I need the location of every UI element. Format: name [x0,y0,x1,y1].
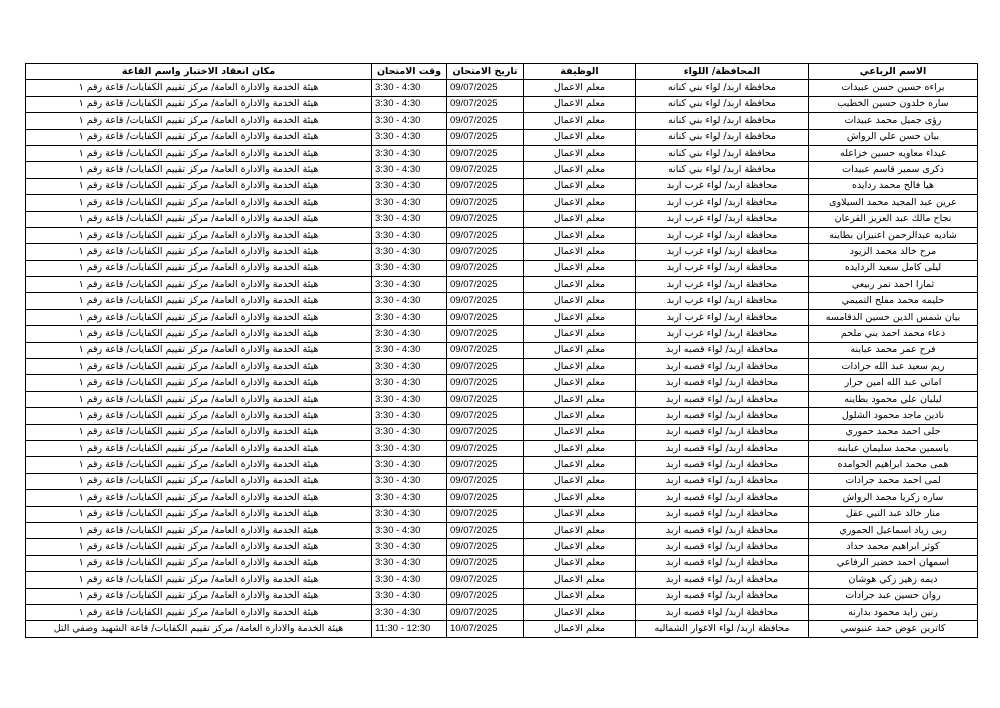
cell-governorate: محافظة اربد/ لواء قصبه اربد [636,555,809,571]
cell-exam-date: 10/07/2025 [447,621,524,637]
cell-job: معلم الاعمال [524,473,636,489]
cell-exam-time: 3:30 - 4:30 [372,588,447,604]
cell-exam-time: 3:30 - 4:30 [372,473,447,489]
cell-venue: هيئة الخدمة والادارة العامة/ مركز تقييم الكفايات/ قاعة رقم ١ [26,211,372,227]
cell-name: ياسمين محمد سليمان عبابنه [809,440,978,456]
cell-venue: هيئة الخدمة والادارة العامة/ مركز تقييم الكفايات/ قاعة رقم ١ [26,408,372,424]
cell-name: غيداء معاويه حسين خزاعله [809,145,978,161]
cell-exam-time: 3:30 - 4:30 [372,490,447,506]
cell-governorate: محافظة اربد/ لواء غرب اربد [636,211,809,227]
cell-job: معلم الاعمال [524,621,636,637]
cell-job: معلم الاعمال [524,129,636,145]
table-row [26,80,978,96]
cell-exam-date: 09/07/2025 [447,457,524,473]
cell-venue: هيئة الخدمة والادارة العامة/ مركز تقييم الكفايات/ قاعة رقم ١ [26,244,372,260]
cell-job: معلم الاعمال [524,506,636,522]
cell-venue: هيئة الخدمة والادارة العامة/ مركز تقييم الكفايات/ قاعة رقم ١ [26,555,372,571]
cell-venue: هيئة الخدمة والادارة العامة/ مركز تقييم الكفايات/ قاعة رقم ١ [26,80,372,96]
table-row [26,506,978,522]
header-job: الوظيفة [524,64,636,80]
cell-venue: هيئة الخدمة والادارة العامة/ مركز تقييم الكفايات/ قاعة رقم ١ [26,145,372,161]
cell-exam-date: 09/07/2025 [447,408,524,424]
cell-venue: هيئة الخدمة والادارة العامة/ مركز تقييم الكفايات/ قاعة الشهيد وصفي التل [26,621,372,637]
cell-name: نجاح مالك عبد العزيز القرعان [809,211,978,227]
cell-exam-time: 3:30 - 4:30 [372,162,447,178]
table-row [26,227,978,243]
table-row [26,539,978,555]
header-exam-date: تاريخ الامتحان [447,64,524,80]
cell-exam-date: 09/07/2025 [447,555,524,571]
cell-name: مرح خالد محمد الزيود [809,244,978,260]
cell-job: معلم الاعمال [524,588,636,604]
cell-name: لمى احمد محمد جرادات [809,473,978,489]
cell-exam-date: 09/07/2025 [447,211,524,227]
table-row [26,375,978,391]
cell-venue: هيئة الخدمة والادارة العامة/ مركز تقييم الكفايات/ قاعة رقم ١ [26,129,372,145]
cell-venue: هيئة الخدمة والادارة العامة/ مركز تقييم الكفايات/ قاعة رقم ١ [26,293,372,309]
exam-schedule-table [25,63,978,638]
cell-name: ديمه زهير زكي هوشان [809,572,978,588]
cell-job: معلم الاعمال [524,293,636,309]
cell-exam-date: 09/07/2025 [447,178,524,194]
table-row [26,457,978,473]
cell-exam-date: 09/07/2025 [447,604,524,620]
cell-venue: هيئة الخدمة والادارة العامة/ مركز تقييم الكفايات/ قاعة رقم ١ [26,326,372,342]
cell-exam-time: 3:30 - 4:30 [372,244,447,260]
table-row [26,621,978,637]
cell-governorate: محافظة اربد/ لواء غرب اربد [636,178,809,194]
cell-exam-date: 09/07/2025 [447,326,524,342]
cell-name: اماني عبد الله امين جرار [809,375,978,391]
cell-venue: هيئة الخدمة والادارة العامة/ مركز تقييم الكفايات/ قاعة رقم ١ [26,162,372,178]
cell-exam-date: 09/07/2025 [447,539,524,555]
cell-exam-time: 3:30 - 4:30 [372,440,447,456]
cell-name: عرين عبد المجيد محمد السيلاوى [809,195,978,211]
cell-exam-date: 09/07/2025 [447,244,524,260]
cell-exam-time: 3:30 - 4:30 [372,260,447,276]
cell-exam-time: 3:30 - 4:30 [372,211,447,227]
cell-venue: هيئة الخدمة والادارة العامة/ مركز تقييم الكفايات/ قاعة رقم ١ [26,309,372,325]
cell-job: معلم الاعمال [524,145,636,161]
cell-job: معلم الاعمال [524,342,636,358]
cell-name: همى محمد ابراهيم الحوامده [809,457,978,473]
header-venue: مكان انعقاد الاختبار واسم القاعة [26,64,372,80]
cell-job: معلم الاعمال [524,539,636,555]
cell-name: ليليان علي محمود بطاينه [809,391,978,407]
cell-exam-date: 09/07/2025 [447,96,524,112]
table-row [26,293,978,309]
cell-name: ثمارا احمد نمر ربيعي [809,277,978,293]
cell-job: معلم الاعمال [524,490,636,506]
cell-exam-date: 09/07/2025 [447,572,524,588]
cell-exam-time: 3:30 - 4:30 [372,424,447,440]
cell-name: منار خالد عبد النبي عقل [809,506,978,522]
table-row [26,391,978,407]
cell-exam-date: 09/07/2025 [447,309,524,325]
cell-exam-date: 09/07/2025 [447,490,524,506]
cell-exam-time: 3:30 - 4:30 [372,309,447,325]
cell-venue: هيئة الخدمة والادارة العامة/ مركز تقييم الكفايات/ قاعة رقم ١ [26,359,372,375]
cell-job: معلم الاعمال [524,195,636,211]
cell-governorate: محافظة اربد/ لواء بني كنانه [636,145,809,161]
header-governorate: المحافظة/ اللواء [636,64,809,80]
cell-governorate: محافظة اربد/ لواء غرب اربد [636,227,809,243]
cell-venue: هيئة الخدمة والادارة العامة/ مركز تقييم الكفايات/ قاعة رقم ١ [26,375,372,391]
cell-exam-time: 3:30 - 4:30 [372,359,447,375]
cell-governorate: محافظة اربد/ لواء قصبه اربد [636,604,809,620]
cell-name: ساره خلدون حسين الخطيب [809,96,978,112]
cell-exam-date: 09/07/2025 [447,195,524,211]
cell-governorate: محافظة اربد/ لواء بني كنانه [636,113,809,129]
table-row [26,359,978,375]
table-row [26,408,978,424]
cell-governorate: محافظة اربد/ لواء غرب اربد [636,293,809,309]
cell-exam-time: 3:30 - 4:30 [372,96,447,112]
table-row [26,195,978,211]
cell-venue: هيئة الخدمة والادارة العامة/ مركز تقييم الكفايات/ قاعة رقم ١ [26,195,372,211]
cell-governorate: محافظة اربد/ لواء قصبه اربد [636,440,809,456]
cell-venue: هيئة الخدمة والادارة العامة/ مركز تقييم الكفايات/ قاعة رقم ١ [26,604,372,620]
cell-name: بيان حسن علي الرواش [809,129,978,145]
cell-name: ذكرى سمير قاسم عبيدات [809,162,978,178]
cell-exam-date: 09/07/2025 [447,293,524,309]
cell-exam-date: 09/07/2025 [447,113,524,129]
cell-governorate: محافظة اربد/ لواء قصبه اربد [636,408,809,424]
cell-venue: هيئة الخدمة والادارة العامة/ مركز تقييم الكفايات/ قاعة رقم ١ [26,96,372,112]
cell-job: معلم الاعمال [524,375,636,391]
cell-job: معلم الاعمال [524,260,636,276]
cell-venue: هيئة الخدمة والادارة العامة/ مركز تقييم الكفايات/ قاعة رقم ١ [26,113,372,129]
cell-venue: هيئة الخدمة والادارة العامة/ مركز تقييم الكفايات/ قاعة رقم ١ [26,227,372,243]
cell-governorate: محافظة اربد/ لواء قصبه اربد [636,457,809,473]
cell-venue: هيئة الخدمة والادارة العامة/ مركز تقييم الكفايات/ قاعة رقم ١ [26,588,372,604]
cell-job: معلم الاعمال [524,326,636,342]
cell-exam-time: 3:30 - 4:30 [372,277,447,293]
cell-job: معلم الاعمال [524,391,636,407]
cell-venue: هيئة الخدمة والادارة العامة/ مركز تقييم الكفايات/ قاعة رقم ١ [26,391,372,407]
cell-exam-date: 09/07/2025 [447,424,524,440]
cell-exam-date: 09/07/2025 [447,588,524,604]
cell-exam-date: 09/07/2025 [447,129,524,145]
cell-exam-date: 09/07/2025 [447,145,524,161]
table-row [26,588,978,604]
cell-name: حلى احمد محمد حموري [809,424,978,440]
cell-exam-time: 3:30 - 4:30 [372,457,447,473]
cell-exam-time: 3:30 - 4:30 [372,178,447,194]
cell-governorate: محافظة اربد/ لواء غرب اربد [636,309,809,325]
cell-job: معلم الاعمال [524,555,636,571]
cell-governorate: محافظة اربد/ لواء قصبه اربد [636,342,809,358]
cell-governorate: محافظة اربد/ لواء قصبه اربد [636,506,809,522]
cell-governorate: محافظة اربد/ لواء قصبه اربد [636,539,809,555]
cell-venue: هيئة الخدمة والادارة العامة/ مركز تقييم الكفايات/ قاعة رقم ١ [26,260,372,276]
cell-job: معلم الاعمال [524,211,636,227]
cell-venue: هيئة الخدمة والادارة العامة/ مركز تقييم الكفايات/ قاعة رقم ١ [26,342,372,358]
cell-exam-time: 11:30 - 12:30 [372,621,447,637]
cell-governorate: محافظة اربد/ لواء قصبه اربد [636,424,809,440]
cell-name: كوثر ابراهيم محمد حداد [809,539,978,555]
cell-governorate: محافظة اربد/ لواء قصبه اربد [636,490,809,506]
cell-job: معلم الاعمال [524,424,636,440]
cell-name: هيا فالح محمد ردايده [809,178,978,194]
cell-job: معلم الاعمال [524,227,636,243]
cell-governorate: محافظة اربد/ لواء قصبه اربد [636,572,809,588]
cell-exam-time: 3:30 - 4:30 [372,506,447,522]
table-row [26,162,978,178]
cell-name: ريم سعيد عبد الله جرادات [809,359,978,375]
table-row [26,440,978,456]
cell-governorate: محافظة اربد/ لواء غرب اربد [636,260,809,276]
cell-governorate: محافظة اربد/ لواء قصبه اربد [636,375,809,391]
cell-exam-date: 09/07/2025 [447,80,524,96]
cell-exam-time: 3:30 - 4:30 [372,293,447,309]
cell-name: اسمهان احمد خضير الرفاعي [809,555,978,571]
cell-name: رؤى جميل محمد عبيدات [809,113,978,129]
cell-exam-date: 09/07/2025 [447,260,524,276]
cell-governorate: محافظة اربد/ لواء قصبه اربد [636,522,809,538]
cell-exam-date: 09/07/2025 [447,227,524,243]
cell-governorate: محافظة اربد/ لواء قصبه اربد [636,391,809,407]
cell-job: معلم الاعمال [524,178,636,194]
cell-governorate: محافظة اربد/ لواء غرب اربد [636,326,809,342]
cell-name: براءه حسين حسن عبيدات [809,80,978,96]
cell-exam-date: 09/07/2025 [447,473,524,489]
cell-governorate: محافظة اربد/ لواء غرب اربد [636,195,809,211]
table-row [26,309,978,325]
cell-name: رنين زايد محمود بدارنه [809,604,978,620]
table-row [26,342,978,358]
table-row [26,145,978,161]
cell-exam-date: 09/07/2025 [447,359,524,375]
cell-governorate: محافظة اربد/ لواء غرب اربد [636,244,809,260]
table-row [26,96,978,112]
cell-name: دعاء محمد احمد بني ملحم [809,326,978,342]
cell-exam-date: 09/07/2025 [447,375,524,391]
cell-exam-time: 3:30 - 4:30 [372,326,447,342]
cell-governorate: محافظة اربد/ لواء بني كنانه [636,96,809,112]
cell-governorate: محافظة اربد/ لواء بني كنانه [636,80,809,96]
cell-governorate: محافظة اربد/ لواء قصبه اربد [636,588,809,604]
header-name: الاسم الرباعي [809,64,978,80]
table-row [26,260,978,276]
cell-exam-time: 3:30 - 4:30 [372,539,447,555]
cell-exam-time: 3:30 - 4:30 [372,113,447,129]
cell-venue: هيئة الخدمة والادارة العامة/ مركز تقييم الكفايات/ قاعة رقم ١ [26,424,372,440]
cell-job: معلم الاعمال [524,244,636,260]
cell-exam-time: 3:30 - 4:30 [372,342,447,358]
cell-job: معلم الاعمال [524,309,636,325]
cell-exam-time: 3:30 - 4:30 [372,408,447,424]
cell-governorate: محافظة اربد/ لواء بني كنانه [636,129,809,145]
cell-venue: هيئة الخدمة والادارة العامة/ مركز تقييم الكفايات/ قاعة رقم ١ [26,572,372,588]
cell-exam-date: 09/07/2025 [447,391,524,407]
table-row [26,113,978,129]
table-row [26,424,978,440]
cell-governorate: محافظة اربد/ لواء قصبه اربد [636,473,809,489]
header-row [26,64,978,80]
cell-venue: هيئة الخدمة والادارة العامة/ مركز تقييم الكفايات/ قاعة رقم ١ [26,473,372,489]
table-row [26,490,978,506]
cell-exam-date: 09/07/2025 [447,342,524,358]
cell-name: روان حسين عبد جرادات [809,588,978,604]
cell-job: معلم الاعمال [524,522,636,538]
cell-job: معلم الاعمال [524,457,636,473]
cell-job: معلم الاعمال [524,604,636,620]
cell-governorate: محافظة اربد/ لواء قصبه اربد [636,359,809,375]
cell-name: فرح عمر محمد عبابنه [809,342,978,358]
cell-job: معلم الاعمال [524,277,636,293]
cell-job: معلم الاعمال [524,113,636,129]
cell-governorate: محافظة اربد/ لواء الاغوار الشماليه [636,621,809,637]
cell-job: معلم الاعمال [524,572,636,588]
cell-governorate: محافظة اربد/ لواء بني كنانه [636,162,809,178]
cell-venue: هيئة الخدمة والادارة العامة/ مركز تقييم الكفايات/ قاعة رقم ١ [26,490,372,506]
table-row [26,277,978,293]
cell-exam-date: 09/07/2025 [447,522,524,538]
cell-job: معلم الاعمال [524,440,636,456]
cell-venue: هيئة الخدمة والادارة العامة/ مركز تقييم الكفايات/ قاعة رقم ١ [26,539,372,555]
table-row [26,129,978,145]
table-row [26,211,978,227]
cell-name: شاديه عبدالرحمن اعنيزان بطاينه [809,227,978,243]
cell-venue: هيئة الخدمة والادارة العامة/ مركز تقييم الكفايات/ قاعة رقم ١ [26,457,372,473]
cell-exam-time: 3:30 - 4:30 [372,80,447,96]
cell-job: معلم الاعمال [524,162,636,178]
table-row [26,178,978,194]
cell-exam-time: 3:30 - 4:30 [372,572,447,588]
cell-exam-time: 3:30 - 4:30 [372,375,447,391]
table-row [26,572,978,588]
cell-job: معلم الاعمال [524,80,636,96]
cell-job: معلم الاعمال [524,408,636,424]
cell-exam-time: 3:30 - 4:30 [372,129,447,145]
cell-job: معلم الاعمال [524,96,636,112]
cell-name: نادين ماجد محمود الشلول [809,408,978,424]
cell-venue: هيئة الخدمة والادارة العامة/ مركز تقييم الكفايات/ قاعة رقم ١ [26,178,372,194]
cell-exam-date: 09/07/2025 [447,506,524,522]
table-row [26,604,978,620]
cell-venue: هيئة الخدمة والادارة العامة/ مركز تقييم الكفايات/ قاعة رقم ١ [26,506,372,522]
cell-exam-date: 09/07/2025 [447,440,524,456]
cell-exam-time: 3:30 - 4:30 [372,604,447,620]
cell-exam-time: 3:30 - 4:30 [372,195,447,211]
table-row [26,244,978,260]
cell-exam-date: 09/07/2025 [447,162,524,178]
cell-governorate: محافظة اربد/ لواء غرب اربد [636,277,809,293]
cell-exam-time: 3:30 - 4:30 [372,145,447,161]
cell-venue: هيئة الخدمة والادارة العامة/ مركز تقييم الكفايات/ قاعة رقم ١ [26,522,372,538]
table-row [26,473,978,489]
cell-name: ساره زكريا محمد الرواش [809,490,978,506]
table-row [26,555,978,571]
cell-exam-time: 3:30 - 4:30 [372,227,447,243]
header-exam-time: وقت الامتحان [372,64,447,80]
table-row [26,522,978,538]
cell-exam-date: 09/07/2025 [447,277,524,293]
cell-name: كاترين عوض حمد عنبوسي [809,621,978,637]
table-row [26,326,978,342]
cell-job: معلم الاعمال [524,359,636,375]
cell-exam-time: 3:30 - 4:30 [372,391,447,407]
cell-name: ربى زياد اسماعيل الحموري [809,522,978,538]
cell-name: حليمه محمد مفلح التميمي [809,293,978,309]
cell-exam-time: 3:30 - 4:30 [372,522,447,538]
cell-exam-time: 3:30 - 4:30 [372,555,447,571]
cell-venue: هيئة الخدمة والادارة العامة/ مركز تقييم الكفايات/ قاعة رقم ١ [26,440,372,456]
cell-name: ليلى كامل سعيد الردايده [809,260,978,276]
cell-venue: هيئة الخدمة والادارة العامة/ مركز تقييم الكفايات/ قاعة رقم ١ [26,277,372,293]
cell-name: بيان شمس الدين حسين الدقامسه [809,309,978,325]
